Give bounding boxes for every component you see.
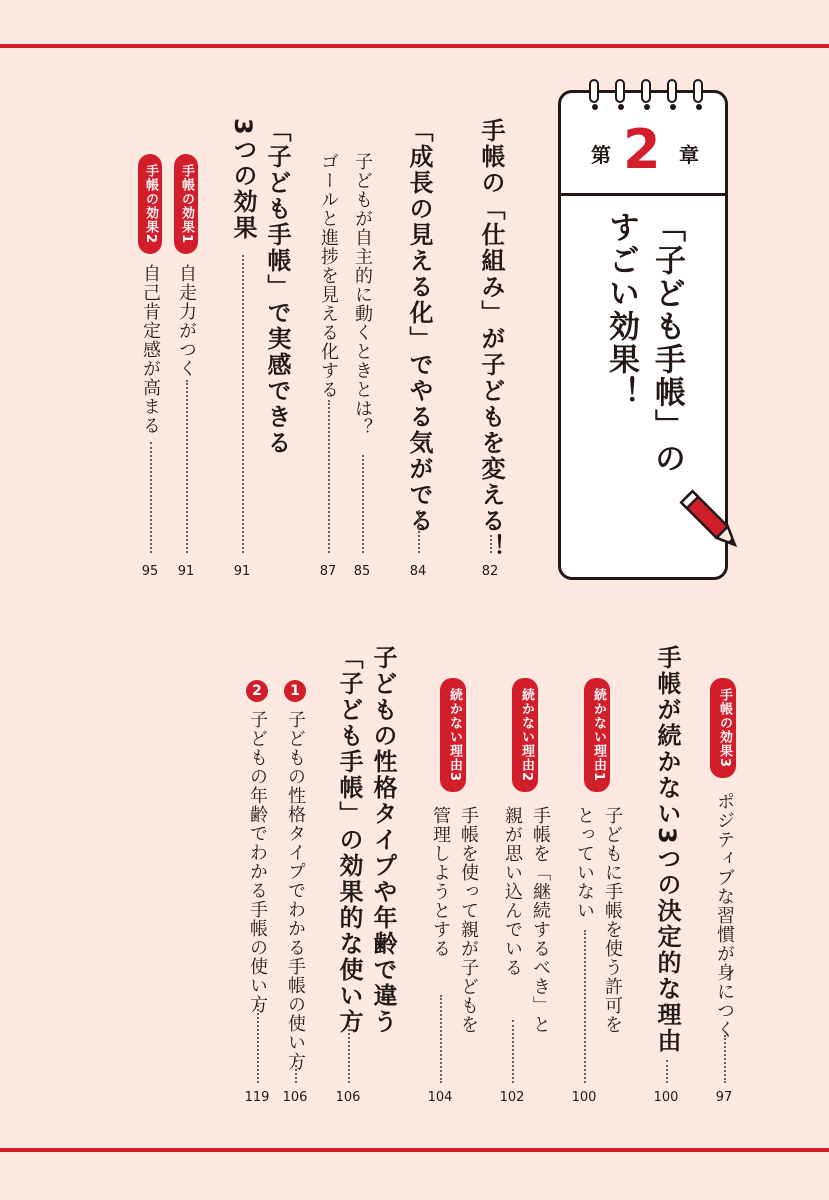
- reason-badge-2: 続かない理由2: [512, 678, 538, 792]
- leader-dots: [512, 1020, 514, 1083]
- toc-item-87[interactable]: ゴールと進捗を見える化する: [318, 152, 339, 399]
- leader-dots: [242, 255, 244, 553]
- toc-item-100-line2[interactable]: とっていない: [574, 806, 595, 920]
- numbered-circle-2: 2: [246, 680, 268, 702]
- page-number: 106: [282, 1090, 308, 1105]
- notebook-ring-icon: [693, 79, 703, 103]
- toc-item-119[interactable]: 子どもの年齢でわかる手帳の使い方: [247, 710, 268, 1014]
- leader-dots: [490, 535, 492, 553]
- page-number: 91: [233, 564, 251, 579]
- leader-dots: [257, 1005, 259, 1083]
- reason-badge-3: 続かない理由3: [440, 678, 466, 792]
- page-number: 85: [353, 564, 371, 579]
- toc-heading-91-line2[interactable]: 3つの効果: [229, 118, 257, 241]
- leader-dots: [186, 380, 188, 553]
- toc-item-102-line1[interactable]: 手帳を「継続するべき」と: [530, 806, 551, 1034]
- chapter-label-pre: 第: [591, 143, 611, 167]
- leader-dots: [150, 442, 152, 553]
- chapter-number: 2: [623, 118, 661, 181]
- page-number: 100: [571, 1090, 597, 1105]
- page-number: 97: [715, 1090, 733, 1105]
- top-red-rule: [0, 44, 829, 48]
- notebook-ring-icon: [641, 79, 651, 103]
- leader-dots: [440, 995, 442, 1083]
- toc-item-106[interactable]: 子どもの性格タイプでわかる手帳の使い方: [285, 710, 306, 1071]
- leader-dots: [348, 1025, 350, 1083]
- toc-heading-91-line1[interactable]: 「子ども手帳」で実感できる: [263, 118, 291, 456]
- toc-item-95[interactable]: 自己肯定感が高まる: [140, 264, 161, 435]
- page-number: 82: [481, 564, 499, 579]
- toc-item-97[interactable]: ポジティブな習慣が身につく: [714, 792, 735, 1039]
- toc-item-91[interactable]: 自走力がつく: [176, 264, 197, 378]
- notebook-ring-icon: [615, 79, 625, 103]
- chapter-label-post: 章: [679, 143, 699, 167]
- page-number: 87: [319, 564, 337, 579]
- card-divider: [561, 193, 725, 196]
- page-number: 106: [335, 1090, 361, 1105]
- page-number: 100: [653, 1090, 679, 1105]
- toc-heading-82[interactable]: 手帳の「仕組み」が子どもを変える！: [477, 118, 505, 560]
- toc-item-85[interactable]: 子どもが自主的に動くときとは？: [352, 152, 373, 437]
- notebook-ring-icon: [667, 79, 677, 103]
- page-number: 84: [409, 564, 427, 579]
- toc-heading-100[interactable]: 手帳が続かない3つの決定的な理由: [653, 645, 681, 1054]
- toc-item-102-line2[interactable]: 親が思い込んでいる: [502, 806, 523, 977]
- leader-dots: [418, 510, 420, 553]
- notebook-ring-icon: [589, 79, 599, 103]
- toc-item-104-line2[interactable]: 管理しようとする: [430, 806, 451, 958]
- leader-dots: [584, 930, 586, 1083]
- effect-badge-1: 手帳の効果1: [174, 154, 198, 254]
- toc-heading-106-line2[interactable]: 「子ども手帳」の効果的な使い方: [335, 645, 363, 1035]
- page-number: 91: [177, 564, 195, 579]
- leader-dots: [295, 1060, 297, 1083]
- effect-badge-3: 手帳の効果3: [710, 678, 736, 778]
- leader-dots: [666, 1060, 668, 1083]
- page-number: 119: [244, 1090, 270, 1105]
- page-number: 95: [141, 564, 159, 579]
- leader-dots: [328, 400, 330, 553]
- pencil-icon: [678, 488, 748, 558]
- reason-badge-1: 続かない理由1: [584, 678, 610, 792]
- leader-dots: [362, 455, 364, 553]
- bottom-red-rule: [0, 1148, 829, 1152]
- toc-heading-84[interactable]: 「成長の見える化」でやる気がでる: [405, 118, 433, 534]
- numbered-circle-1: 1: [284, 680, 306, 702]
- page-number: 102: [499, 1090, 525, 1105]
- leader-dots: [724, 1035, 726, 1083]
- toc-heading-106-line1[interactable]: 子どもの性格タイプや年齢で違う: [369, 645, 397, 1035]
- toc-item-100-line1[interactable]: 子どもに手帳を使う許可を: [602, 806, 623, 1034]
- toc-item-104-line1[interactable]: 手帳を使って親が子どもを: [458, 806, 479, 1034]
- effect-badge-2: 手帳の効果2: [138, 154, 162, 254]
- page-number: 104: [427, 1090, 453, 1105]
- chapter-title-line2: すごい効果！: [603, 211, 639, 409]
- chapter-title-line1: 「子ども手帳」の: [649, 211, 685, 475]
